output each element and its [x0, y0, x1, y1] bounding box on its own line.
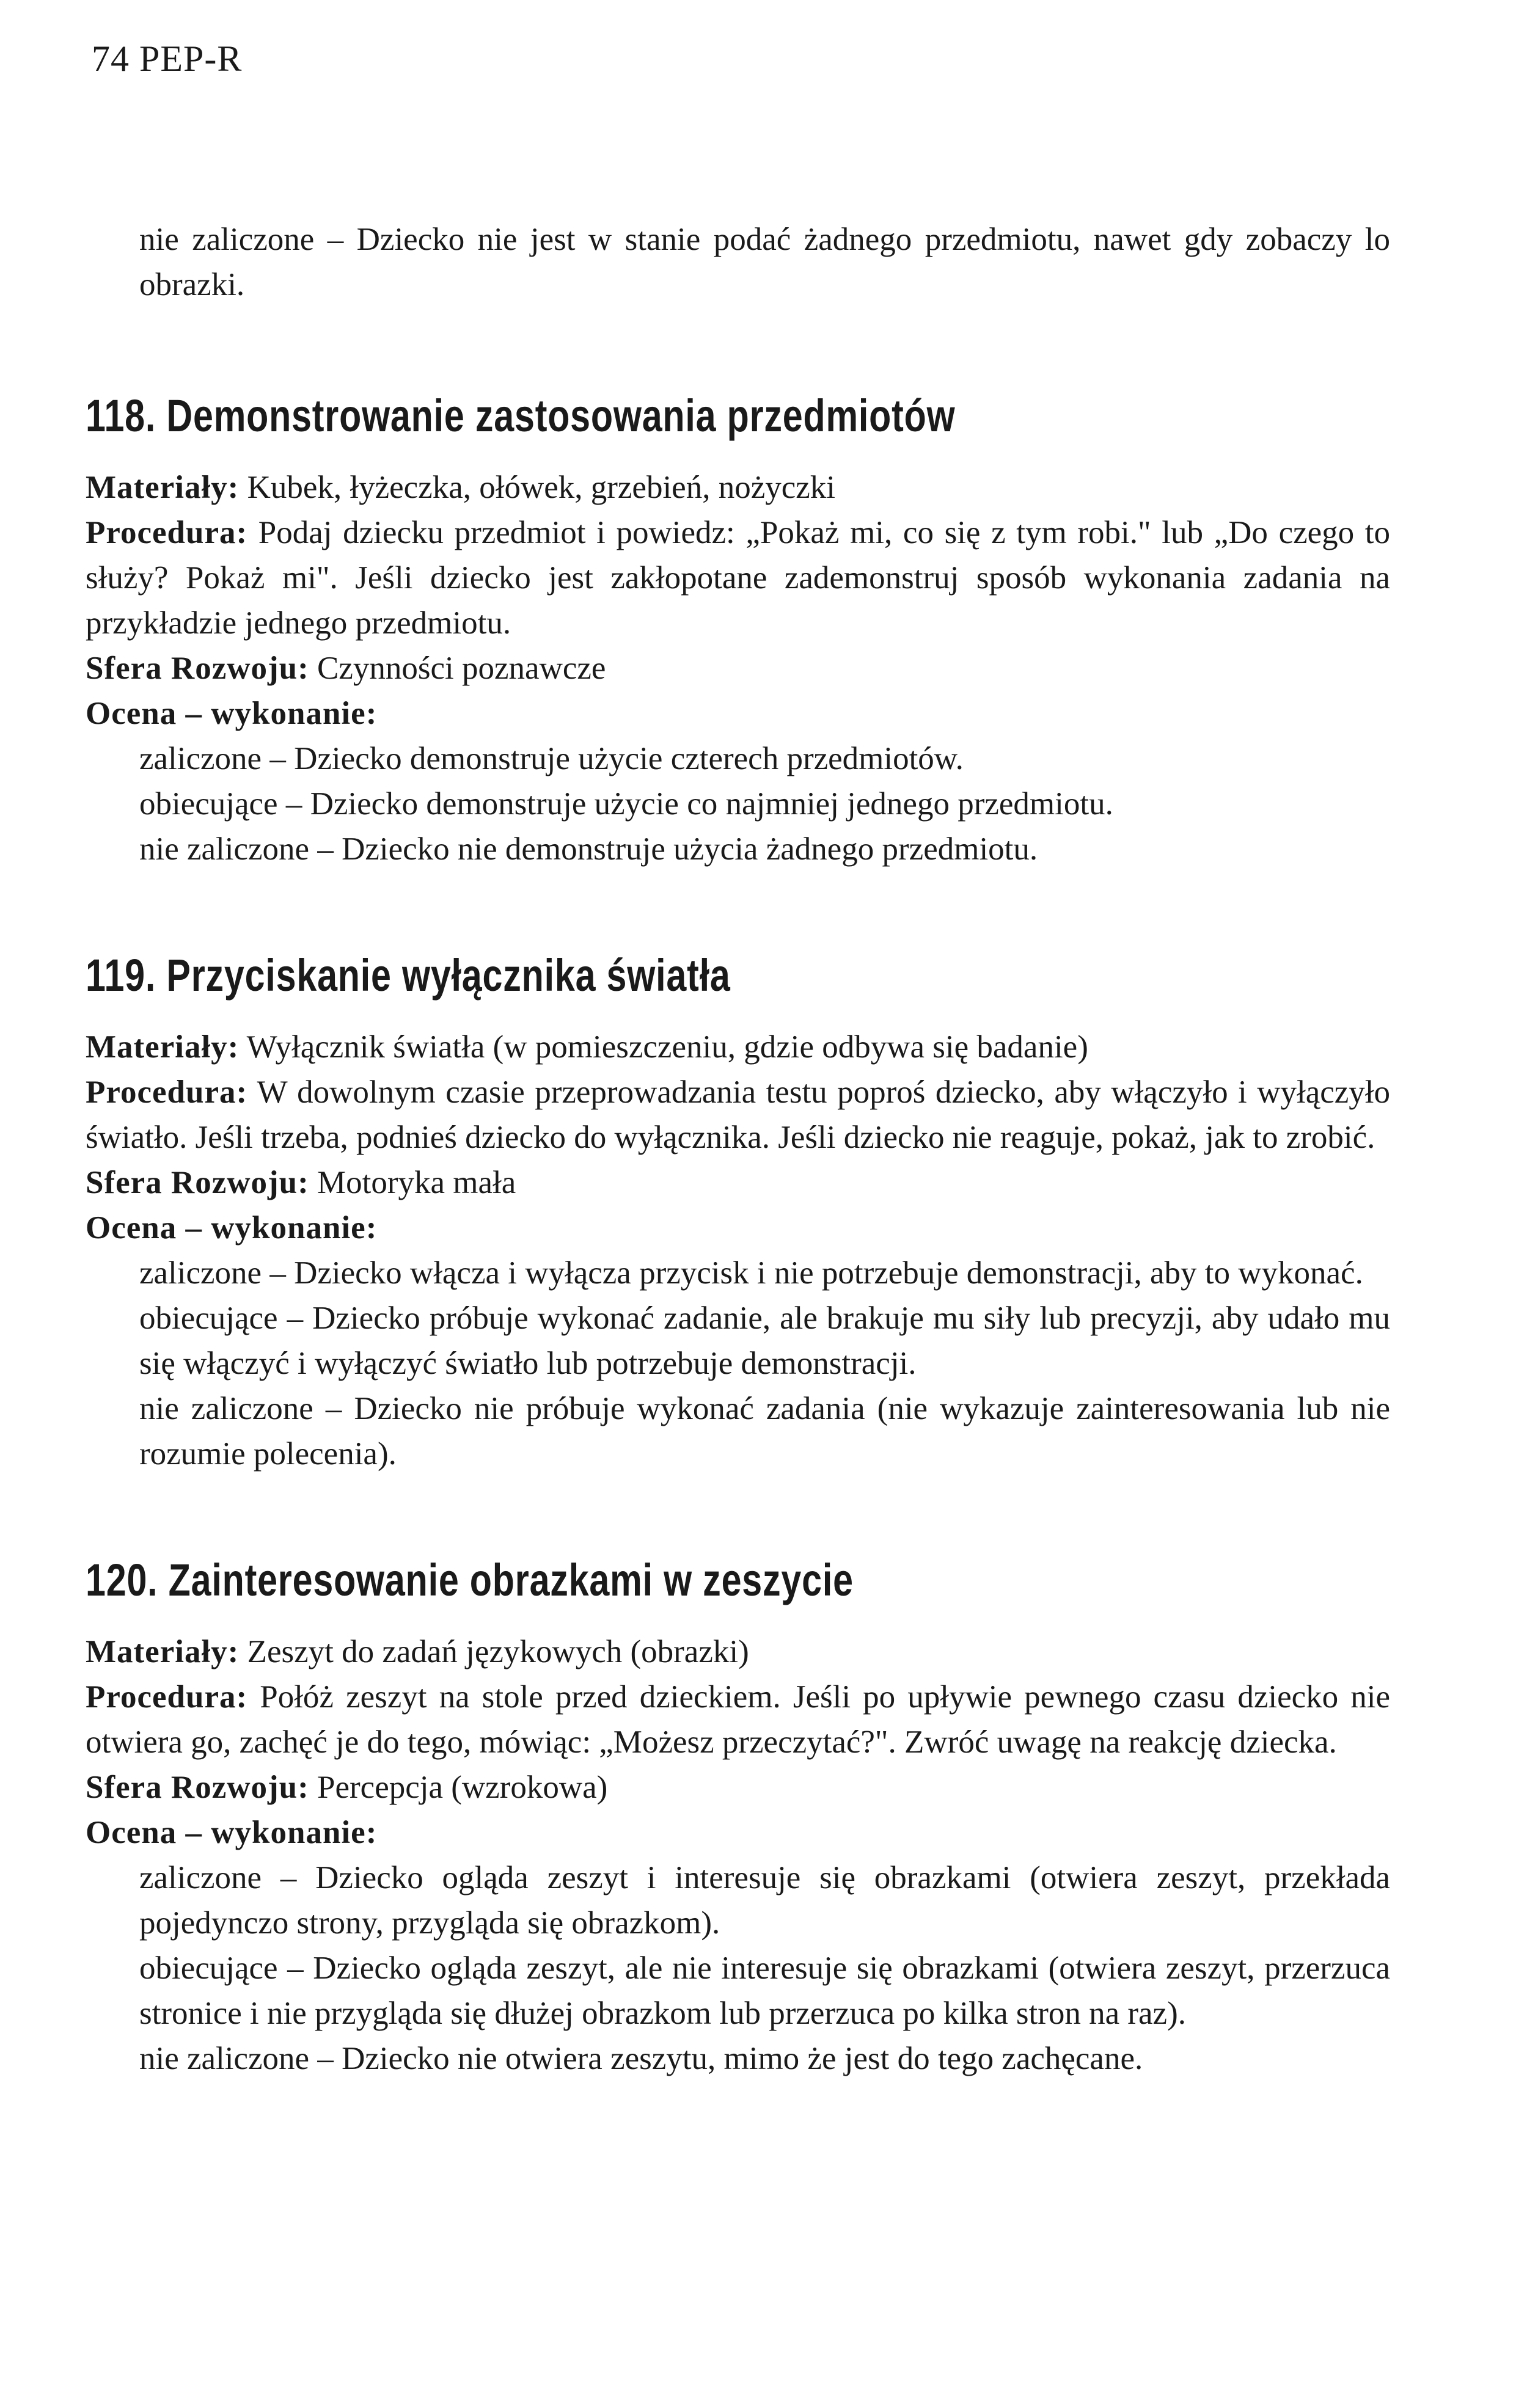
running-head: 74 PEP-R [92, 38, 243, 79]
sphere-text: Motoryka mała [317, 1165, 516, 1200]
materials-label: Materiały: [86, 470, 240, 505]
sphere-label: Sfera Rozwoju: [86, 651, 309, 686]
procedure-label: Procedura: [86, 515, 248, 550]
procedure-text: Podaj dziecku przedmiot i powiedz: „Pokaż mi, co się z tym robi." lub „Do czego to służy? Pokaż mi". Jeśli dziecko jest zakłopotane zademonstruj sposób wykonania zadania na przykładzie jednego przedmiotu. [86, 515, 1391, 641]
section-title: Przyciskanie wyłącznika światła [166, 950, 731, 1001]
materials-label: Materiały: [86, 1029, 240, 1065]
grade-label: obiecujące [139, 786, 278, 822]
procedure-text: W dowolnym czasie przeprowadzania testu poproś dziecko, aby włączyło i wyłączyło światło. Jeśli trzeba, podnieś dziecko do wyłącznika. Jeśli dziecko nie reaguje, pokaż, jak to zrobić. [86, 1074, 1391, 1155]
grade-label: nie zaliczone [139, 222, 315, 257]
grade-text: Dziecko ogląda zeszyt i interesuje się obrazkami (otwiera zeszyt, przekłada pojedynczo strony, przygląda się obrazkom). [139, 1860, 1391, 1941]
materials-field [86, 465, 1390, 510]
section-heading [86, 944, 1129, 1007]
procedure-field [86, 1070, 1390, 1160]
grade-text: Dziecko nie jest w stanie podać żadnego przedmiotu, nawet gdy zobaczy lo obrazki. [139, 222, 1390, 302]
sphere-label: Sfera Rozwoju: [86, 1165, 309, 1200]
sphere-text: Czynności poznawcze [317, 651, 606, 686]
grade-text: Dziecko nie próbuje wykonać zadania (nie wykazuje zainteresowania lub nie rozumie polecenia). [139, 1391, 1390, 1472]
section-120 [86, 1549, 1390, 2081]
grade-item: zaliczone – Dziecko włącza i wyłącza przycisk i nie potrzebuje demonstracji, aby to wykonać. [139, 1255, 1363, 1291]
procedure-text: Połóż zeszyt na stole przed dzieckiem. Jeśli po upływie pewnego czasu dziecko nie otwiera go, zachęć je do tego, mówiąc: „Możesz przeczytać?". Zwróć uwagę na reakcję dziecka. [86, 1679, 1391, 1760]
rating-label: Ocena – wykonanie: [86, 1210, 378, 1246]
materials-field [86, 1024, 1390, 1070]
section-number: 118. [86, 390, 156, 441]
intro-grade: nie zaliczone – Dziecko nie jest w stanie podać żadnego przedmiotu, nawet gdy zobaczy lo obrazki. [139, 222, 1390, 302]
sphere-text: Percepcja (wzrokowa) [317, 1770, 608, 1805]
section-118 [86, 384, 1390, 872]
grade-label: obiecujące [139, 1301, 278, 1336]
page-content [86, 217, 1390, 2081]
sphere-label: Sfera Rozwoju: [86, 1770, 309, 1805]
grade-label: nie zaliczone [139, 2041, 310, 2076]
rating-label: Ocena – wykonanie: [86, 1815, 378, 1850]
grade-item: obiecujące – Dziecko ogląda zeszyt, ale nie interesuje się obrazkami (otwiera zeszyt, przerzuca stronice i nie przygląda się dłużej obrazkom lub przerzuca po kilka stron na raz). [139, 1950, 1391, 2031]
grade-item: nie zaliczone – Dziecko nie demonstruje użycia żadnego przedmiotu. [139, 831, 1038, 867]
section-heading [86, 384, 1129, 448]
section-title: Zainteresowanie obrazkami w zeszycie [168, 1555, 854, 1605]
sphere-field [86, 646, 1390, 691]
procedure-field [86, 1674, 1390, 1765]
rating-label: Ocena – wykonanie: [86, 696, 378, 731]
rating-field [86, 691, 1390, 736]
grade-label: zaliczone [139, 1255, 262, 1291]
grade-text: Dziecko ogląda zeszyt, ale nie interesuje się obrazkami (otwiera zeszyt, przerzuca stronice i nie przygląda się dłużej obrazkom lub przerzuca po kilka stron na raz). [139, 1950, 1391, 2031]
grade-text: Dziecko demonstruje użycie czterech przedmiotów. [294, 741, 964, 776]
grade-text: Dziecko demonstruje użycie co najmniej jednego przedmiotu. [310, 786, 1113, 822]
grade-item: obiecujące – Dziecko demonstruje użycie co najmniej jednego przedmiotu. [139, 786, 1113, 822]
procedure-field [86, 510, 1390, 646]
rating-field [86, 1810, 1390, 1855]
section-heading [86, 1549, 1129, 1612]
grade-text: Dziecko włącza i wyłącza przycisk i nie potrzebuje demonstracji, aby to wykonać. [294, 1255, 1363, 1291]
grade-item: zaliczone – Dziecko demonstruje użycie czterech przedmiotów. [139, 741, 964, 776]
procedure-label: Procedura: [86, 1679, 248, 1715]
section-number: 119. [86, 950, 156, 1001]
materials-text: Wyłącznik światła (w pomieszczeniu, gdzie odbywa się badanie) [246, 1029, 1088, 1065]
materials-field [86, 1629, 1390, 1674]
rating-field [86, 1205, 1390, 1250]
grade-text: Dziecko próbuje wykonać zadanie, ale brakuje mu siły lub precyzji, aby udało mu się włączyć i wyłączyć światło lub potrzebuje demonstracji. [139, 1301, 1390, 1381]
grade-item: nie zaliczone – Dziecko nie próbuje wykonać zadania (nie wykazuje zainteresowania lub nie rozumie polecenia). [139, 1391, 1390, 1472]
section-title: Demonstrowanie zastosowania przedmiotów [166, 390, 956, 441]
grade-item: zaliczone – Dziecko ogląda zeszyt i interesuje się obrazkami (otwiera zeszyt, przekłada pojedynczo strony, przygląda się obrazkom). [139, 1860, 1391, 1941]
grade-label: nie zaliczone [139, 1391, 313, 1426]
grade-label: nie zaliczone [139, 831, 310, 867]
grade-label: obiecujące [139, 1950, 278, 1986]
materials-text: Kubek, łyżeczka, ołówek, grzebień, nożyczki [247, 470, 835, 505]
section-119 [86, 944, 1390, 1476]
sphere-field [86, 1765, 1390, 1810]
section-number: 120. [86, 1555, 158, 1605]
grade-text: Dziecko nie demonstruje użycia żadnego przedmiotu. [342, 831, 1038, 867]
materials-label: Materiały: [86, 1634, 240, 1669]
grade-label: zaliczone [139, 741, 262, 776]
sphere-field [86, 1160, 1390, 1205]
materials-text: Zeszyt do zadań językowych (obrazki) [247, 1634, 749, 1669]
grade-label: zaliczone [139, 1860, 262, 1895]
grade-item: obiecujące – Dziecko próbuje wykonać zadanie, ale brakuje mu siły lub precyzji, aby udało mu się włączyć i wyłączyć światło lub potrzebuje demonstracji. [139, 1301, 1390, 1381]
procedure-label: Procedura: [86, 1074, 248, 1110]
grade-item: nie zaliczone – Dziecko nie otwiera zeszytu, mimo że jest do tego zachęcane. [139, 2041, 1143, 2076]
grade-text: Dziecko nie otwiera zeszytu, mimo że jest do tego zachęcane. [342, 2041, 1143, 2076]
